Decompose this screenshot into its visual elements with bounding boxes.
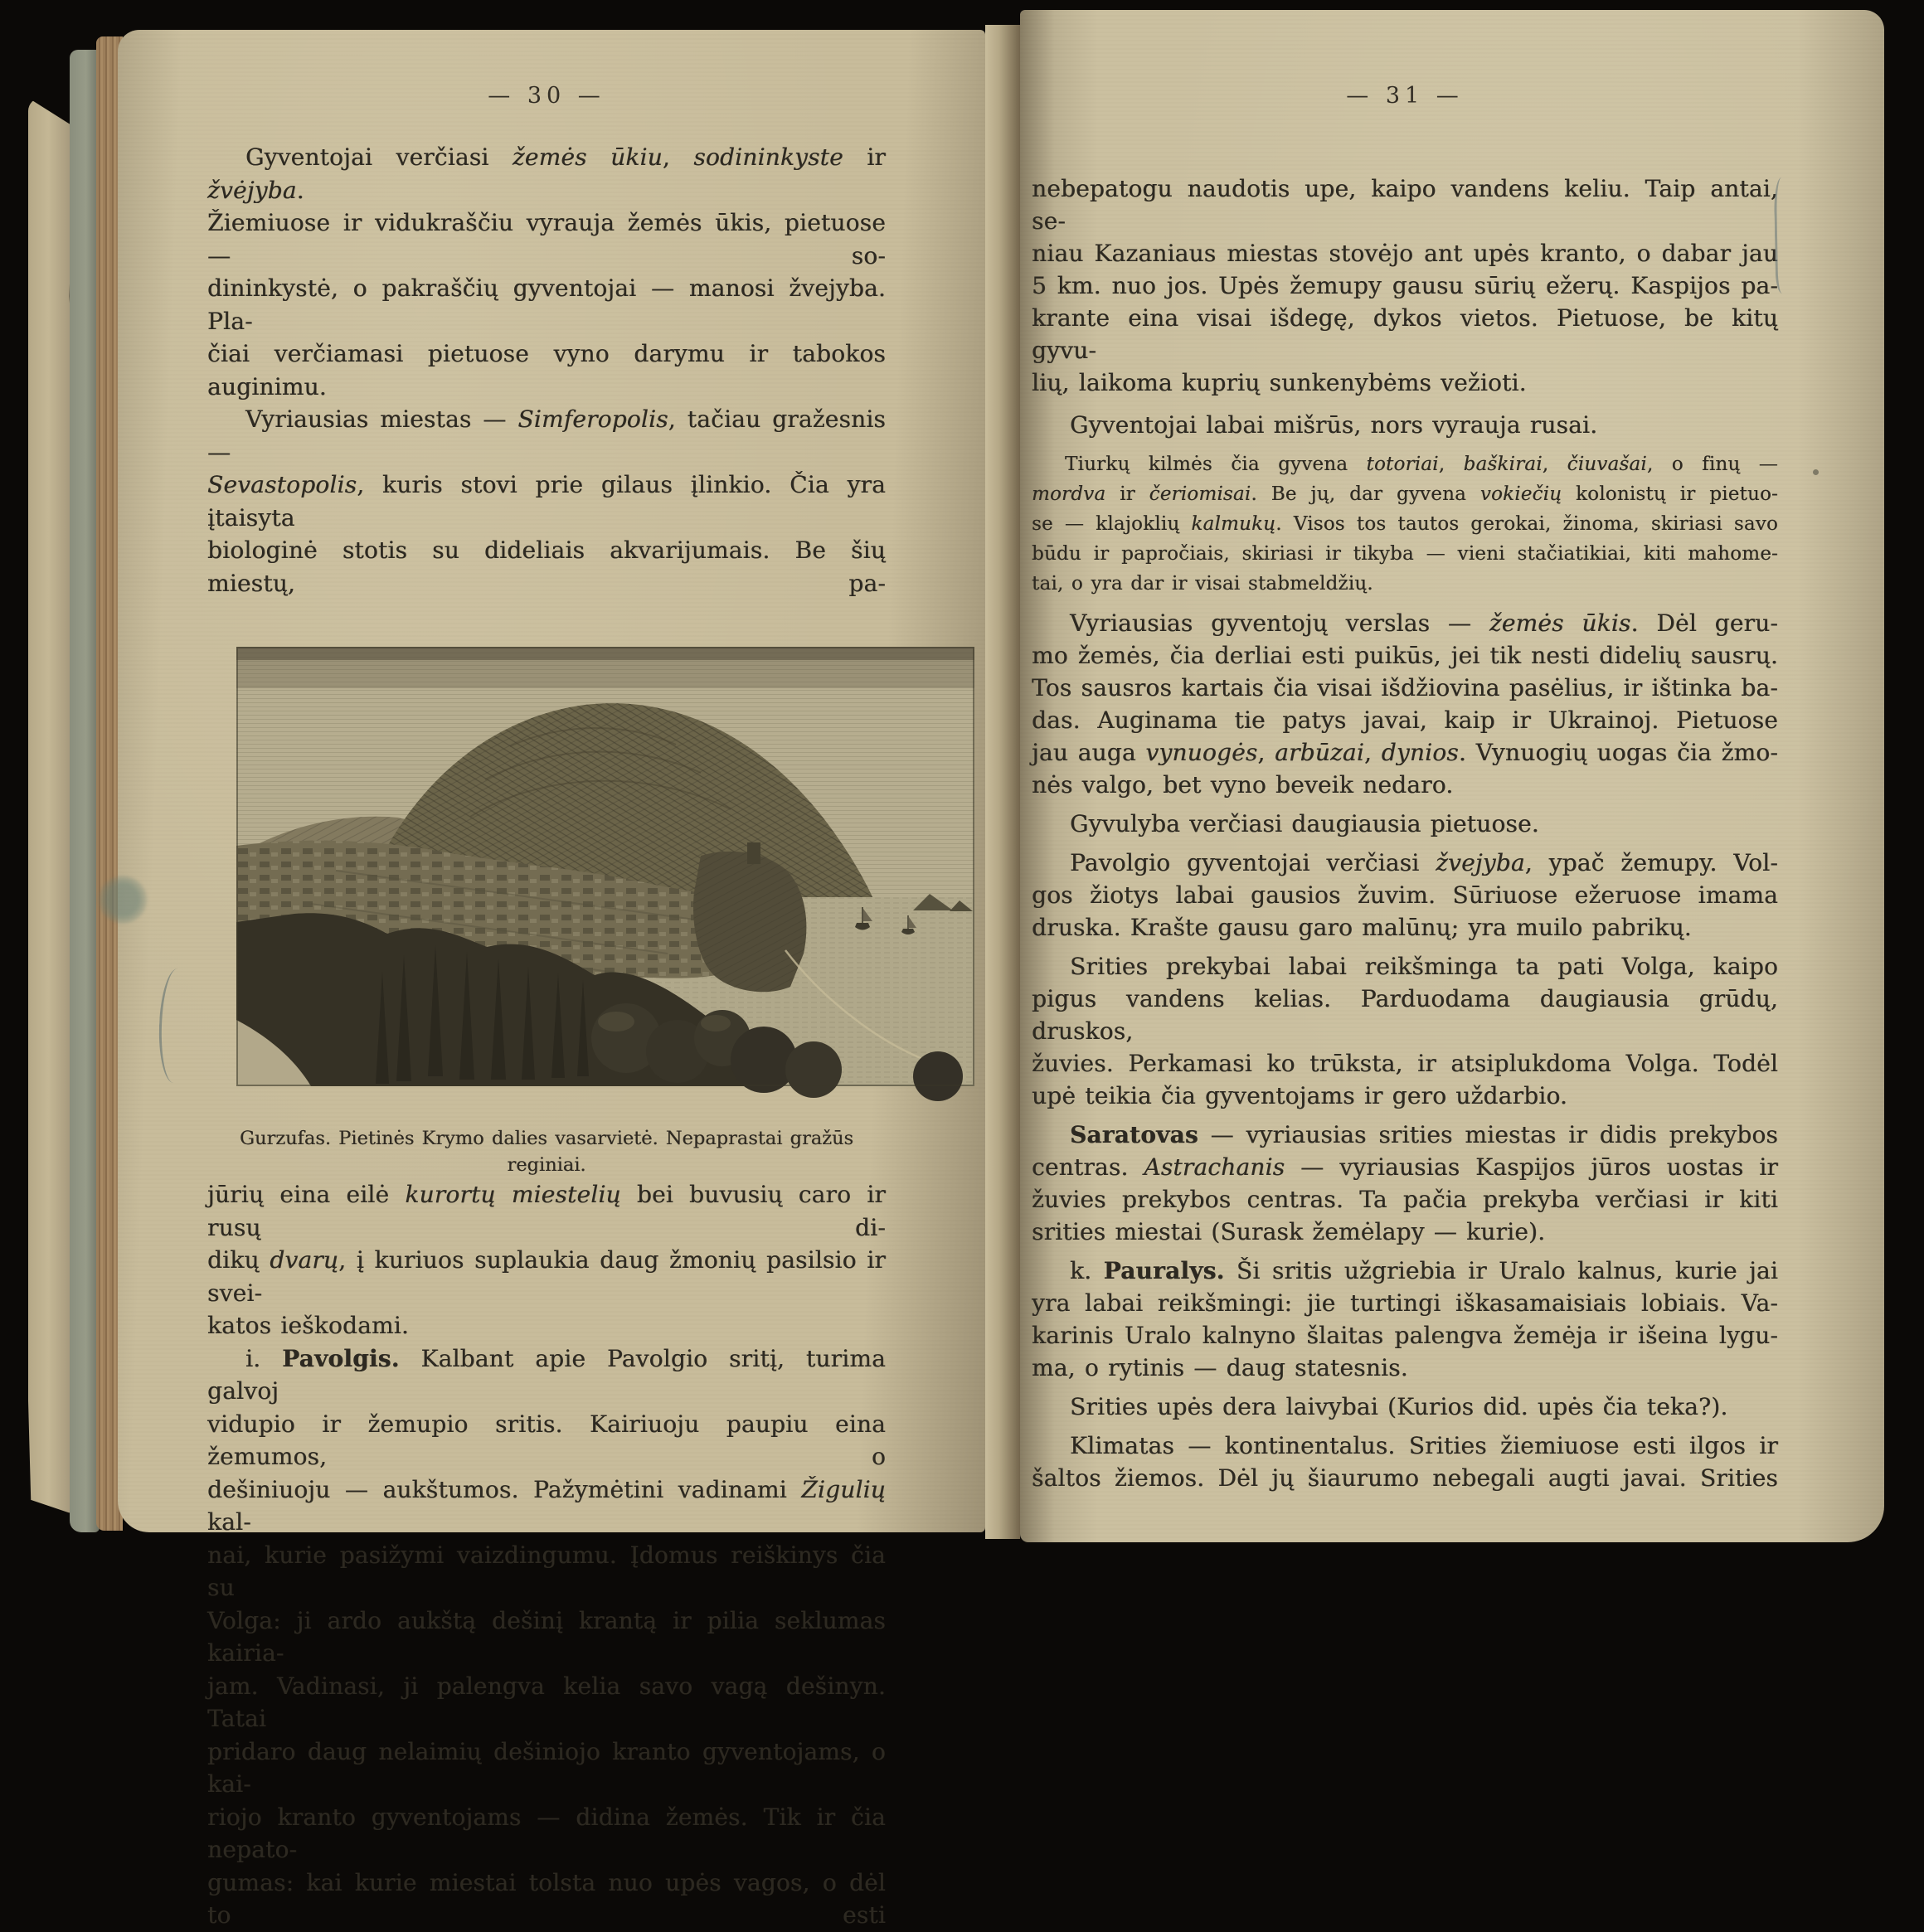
text-line: nebepatogu naudotis upe, kaipo vandens keliu. Taip antai, se-	[1032, 175, 1778, 235]
right-page-text-blocks	[1032, 172, 1778, 1494]
text-line: riojo kranto gyventojams — didina žemės. Tik ir čia nepato-	[207, 1803, 886, 1863]
text-line: nės valgo, bet vyno beveik nedaro.	[1032, 771, 1454, 799]
paragraph	[1032, 607, 1778, 801]
text-line: biologinė stotis su dideliais akvarijumais. Be šių miestų, pa-	[207, 536, 886, 597]
text-line: Gyventojai labai mišrūs, nors vyrauja rusai.	[1070, 411, 1598, 439]
text-line: Vyriausias miestas — Simferopolis, tačiau gražesnis —	[207, 405, 886, 466]
text-line: Žiemiuose ir vidukraščiu vyrauja žemės ūkis, pietuose — so-	[207, 209, 886, 269]
text-line: katos ieškodami.	[207, 1312, 409, 1339]
left-page-text-column	[207, 80, 886, 1932]
text-line: krante eina visai išdegę, dykos vietos. Pietuose, be kitų gyvu-	[1032, 304, 1778, 364]
paragraph	[1032, 1255, 1778, 1384]
paragraph	[1032, 1391, 1778, 1423]
text-line: jūrių eina eilė kurortų miestelių bei buvusių caro ir rusų di-	[207, 1181, 886, 1241]
text-line: lių, laikoma kuprių sunkenybėms vežioti.	[1032, 369, 1527, 396]
text-line: tai, o yra dar ir visai stabmeldžių.	[1032, 573, 1373, 595]
book-board-edge	[70, 50, 100, 1532]
text-line: žuvies. Perkamasi ko trūksta, ir atsiplukdoma Volga. Todėl	[1032, 1050, 1778, 1077]
book-cover-edge	[28, 98, 73, 1514]
gurzuf-engraving	[236, 647, 974, 1086]
paragraph	[1032, 1430, 1778, 1494]
text-line: čiai verčiamasi pietuose vyno darymu ir tabokos auginimu.	[207, 340, 886, 400]
paragraph	[1032, 950, 1778, 1112]
right-page-text-column	[1032, 80, 1778, 1494]
text-line: das. Auginama tie patys javai, kaip ir Ukrainoj. Pietuose	[1032, 706, 1778, 734]
text-line: upė teikia čia gyventojams ir gero uždarbio.	[1032, 1082, 1568, 1109]
right-page	[1020, 10, 1884, 1542]
text-line: nai, kurie pasižymi vaizdingumu. Įdomus reiškinys čia su	[207, 1541, 886, 1601]
text-line: 5 km. nuo jos. Upės žemupy gausu sūrių ežerų. Kaspijos pa-	[1032, 272, 1778, 299]
book-gutter	[985, 25, 1020, 1539]
text-line: jam. Vadinasi, ji palengva kelia savo vagą dešinyn. Tatai	[207, 1672, 886, 1732]
page-number: — 31 —	[1346, 83, 1464, 109]
text-line: gos žiotys labai gausios žuvim. Sūriuose ežeruose imama	[1032, 881, 1778, 909]
page-number: — 30 —	[488, 83, 605, 109]
paragraph	[1032, 847, 1778, 944]
text-line: jau auga vynuogės, arbūzai, dynios. Vynuogių uogas čia žmo-	[1032, 739, 1778, 766]
text-line: Volga: ji ardo aukštą dešinį krantą ir pilia seklumas kairia-	[207, 1606, 886, 1667]
text-line: Tiurkų kilmės čia gyvena totoriai, baškirai, čiuvašai, o finų —	[1065, 454, 1778, 475]
text-line: dininkystė, o pakraščių gyventojai — manosi žvejyba. Pla-	[207, 274, 886, 335]
text-line: se — klajoklių kalmukų. Visos tos tautos gerokai, žinoma, skiriasi savo	[1032, 513, 1778, 535]
text-line: pigus vandens kelias. Parduodama daugiausia grūdų, druskos,	[1032, 985, 1778, 1045]
text-line: k. Pauralys. Ši sritis užgriebia ir Uralo kalnus, kurie jai	[1070, 1257, 1778, 1284]
text-line: Pavolgio gyventojai verčiasi žvejyba, ypač žemupy. Vol-	[1070, 849, 1778, 876]
text-line: niau Kazaniaus miestas stovėjo ant upės kranto, o dabar jau	[1032, 240, 1778, 267]
castle-tower	[747, 842, 760, 864]
text-line: Klimatas — kontinentalus. Srities žiemiuose esti ilgos ir	[1070, 1432, 1778, 1459]
text-line: druska. Krašte gausu garo malūnų; yra muilo pabrikų.	[1032, 914, 1692, 941]
paragraph	[1032, 1119, 1778, 1248]
paragraph	[1032, 172, 1778, 399]
text-line: dešiniuoju — aukštumos. Pažymėtini vadinami Žigulių kal-	[207, 1475, 886, 1536]
left-page-text-blocks	[207, 141, 886, 1932]
text-line: i. Pavolgis. Kalbant apie Pavolgio sritį, turima galvoj	[207, 1344, 886, 1405]
text-line: yra labai reikšmingi: jie turtingi iškasamaisiais lobiais. Va-	[1032, 1289, 1778, 1317]
text-line: gumas: kai kurie miestai tolsta nuo upės vagos, o dėl to esti	[207, 1868, 886, 1929]
text-line: srities miestai (Surask žemėlapy — kurie).	[1032, 1218, 1546, 1245]
text-line: žuvies prekybos centras. Ta pačia prekyba verčiasi ir kiti	[1032, 1186, 1778, 1213]
text-line: dikų dvarų, į kuriuos suplaukia daug žmonių pasilsio ir svei-	[207, 1246, 887, 1307]
paragraph	[207, 141, 886, 403]
text-line: Saratovas — vyriausias srities miestas ir didis prekybos	[1070, 1121, 1778, 1148]
text-line: šaltos žiemos. Dėl jų šiaurumo nebegali augti javai. Srities	[1032, 1464, 1778, 1492]
text-line: centras. Astrachanis — vyriausias Kaspijos jūros uostas ir	[1032, 1153, 1778, 1181]
margin-pen-mark-right	[1774, 177, 1790, 294]
paragraph	[1032, 808, 1778, 840]
text-line: mo žemės, čia derliai esti puikūs, jei tik nesti didelių sausrų.	[1032, 642, 1778, 669]
text-line: vidupio ir žemupio sritis. Kairiuoju paupiu eina žemumos, o	[207, 1410, 886, 1470]
text-line: pridaro daug nelaimių dešiniojo kranto gyventojams, o kai-	[207, 1737, 886, 1798]
text-line: Gyventojai verčiasi žemės ūkiu, sodininkyste ir žvėjyba.	[207, 143, 887, 204]
figure	[207, 647, 886, 1178]
text-line: Vyriausias gyventojų verslas — žemės ūkis. Dėl geru-	[1070, 609, 1779, 637]
margin-dot	[1813, 469, 1819, 475]
paragraph	[1032, 409, 1778, 441]
text-line: būdu ir papročiais, skiriasi ir tikyba — vieni stačiatikiai, kiti mahome-	[1032, 543, 1778, 565]
text-line: ma, o rytinis — daug statesnis.	[1032, 1354, 1408, 1381]
text-line: mordva ir čeriomisai. Be jų, dar gyvena vokiečių kolonistų ir pietuo-	[1032, 483, 1778, 505]
ink-stain	[98, 876, 148, 924]
text-line: Tos sausros kartais čia visai išdžiovina pasėlius, ir ištinka ba-	[1032, 674, 1778, 701]
text-line: Sevastopolis, kuris stovi prie gilaus įlinkio. Čia yra įtaisyta	[207, 471, 886, 532]
text-line: karinis Uralo kalnyno šlaitas palengva žemėja ir išeina lygu-	[1032, 1322, 1778, 1349]
text-line: Srities upės dera laivybai (Kurios did. upės čia teka?).	[1070, 1393, 1728, 1420]
left-page	[118, 30, 985, 1929]
figure-caption: Gurzufas. Pietinės Krymo dalies vasarvietė. Nepaprastai gražūs reginiai.	[239, 1128, 854, 1176]
paragraph	[207, 403, 886, 600]
text-line: Srities prekybai labai reikšminga ta pati Volga, kaipo	[1070, 953, 1778, 980]
figure-illustration	[236, 647, 974, 1086]
paragraph	[207, 1342, 886, 1932]
paragraph	[1032, 449, 1778, 599]
text-line: Gyvulyba verčiasi daugiausia pietuose.	[1070, 810, 1539, 837]
paragraph	[207, 1178, 886, 1342]
